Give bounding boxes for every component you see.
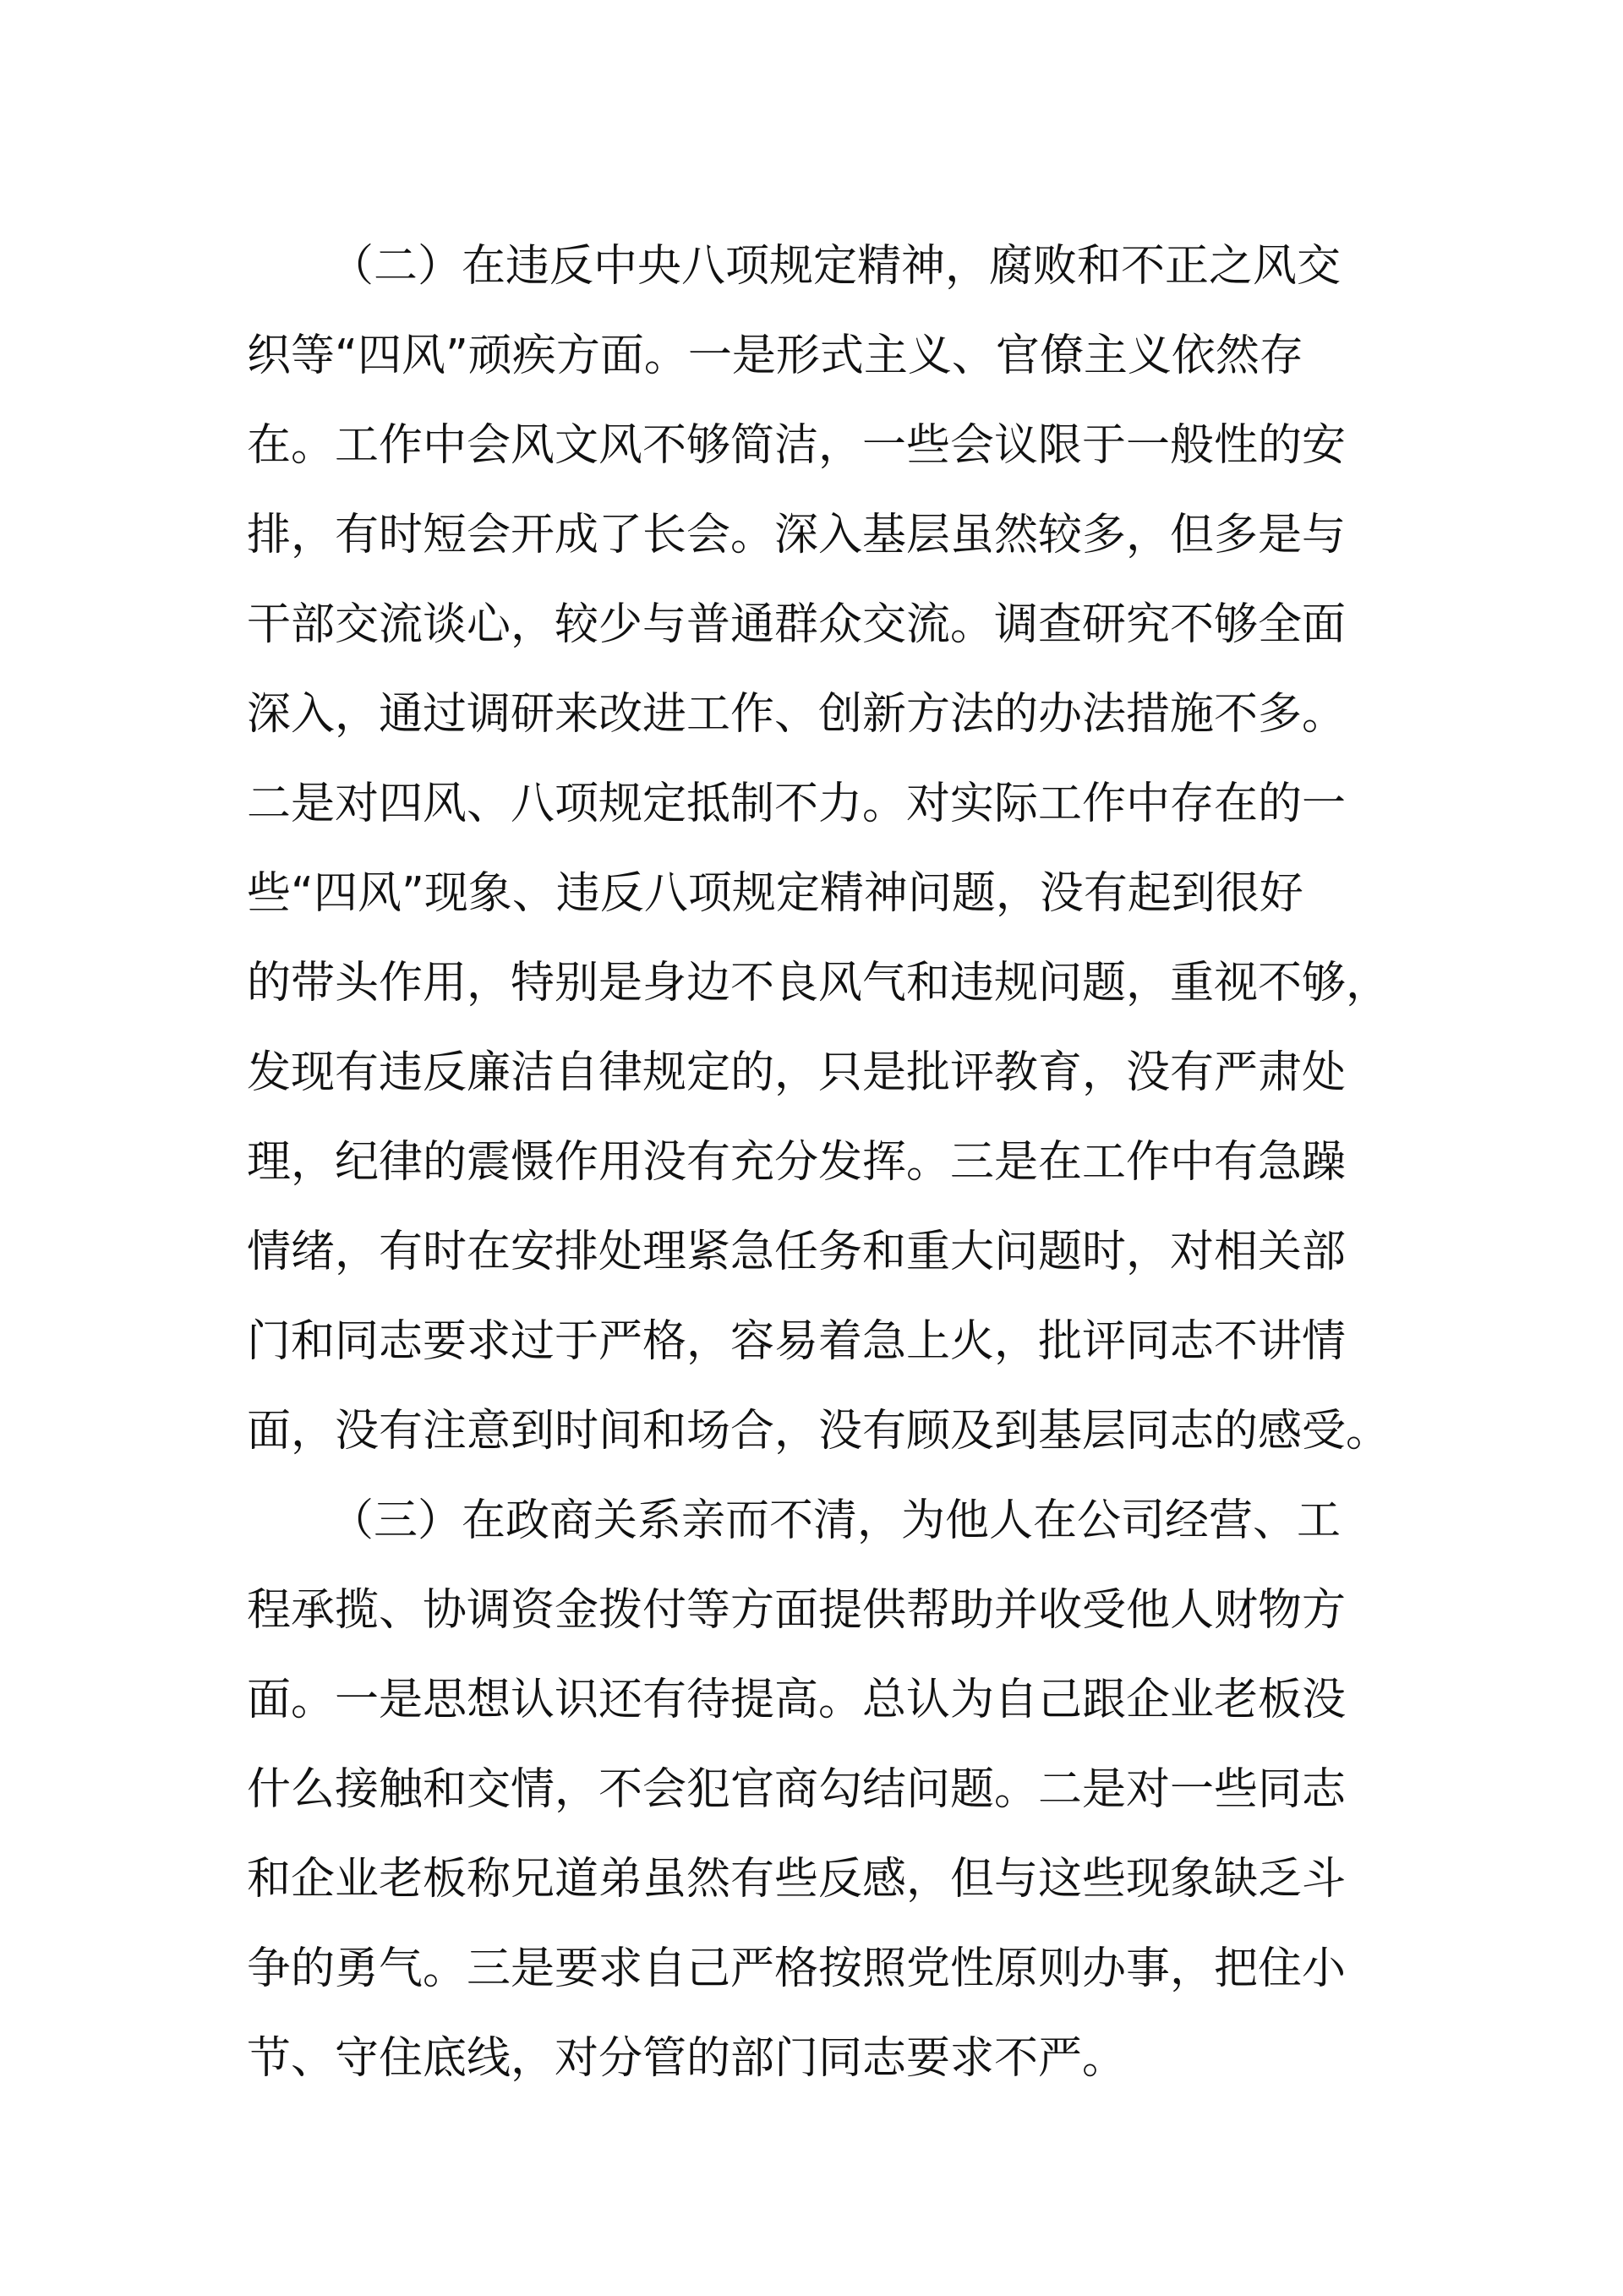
- paragraph-line: 深入，通过调研来改进工作、创新方法的办法措施不多。: [247, 689, 1347, 740]
- paragraph-line: 发现有违反廉洁自律规定的，只是批评教育，没有严肃处: [247, 1047, 1347, 1098]
- paragraph-line: 和企业老板称兄道弟虽然有些反感，但与这些现象缺乏斗: [247, 1854, 1347, 1905]
- paragraph-line: 干部交流谈心，较少与普通群众交流。调查研究不够全面: [247, 599, 1347, 650]
- paragraph-line: 什么接触和交情，不会犯官商勾结问题。二是对一些同志: [247, 1764, 1347, 1815]
- paragraph-line: 节、守住底线，对分管的部门同志要求不严。: [247, 2033, 1127, 2084]
- paragraph-line: 些“四风”现象、违反八项规定精神问题，没有起到很好: [247, 868, 1303, 919]
- paragraph-line: 程承揽、协调资金拨付等方面提供帮助并收受他人财物方: [247, 1585, 1347, 1636]
- document-body: [247, 221, 1391, 2103]
- paragraph-line: 织等“四风”顽疾方面。一是形式主义、官僚主义依然存: [247, 331, 1303, 381]
- paragraph-line: 门和同志要求过于严格，容易着急上火，批评同志不讲情: [247, 1316, 1347, 1367]
- paragraph-line: 情绪，有时在安排处理紧急任务和重大问题时，对相关部: [247, 1227, 1347, 1277]
- paragraph-line: 争的勇气。三是要求自己严格按照党性原则办事，把住小: [247, 1943, 1347, 1994]
- paragraph-line: 理，纪律的震慑作用没有充分发挥。三是在工作中有急躁: [247, 1137, 1347, 1188]
- paragraph-line: 排，有时短会开成了长会。深入基层虽然较多，但多是与: [247, 510, 1347, 560]
- paragraph-line: （二）在违反中央八项规定精神，腐败和不正之风交: [330, 241, 1342, 292]
- paragraph-line: 面。一是思想认识还有待提高。总认为自己跟企业老板没: [247, 1675, 1347, 1725]
- paragraph-2: [247, 221, 1391, 1476]
- paragraph-line: 面，没有注意到时间和场合，没有顾及到基层同志的感受。: [247, 1406, 1391, 1457]
- paragraph-line: 二是对四风、八项规定抵制不力。对实际工作中存在的一: [247, 779, 1347, 829]
- paragraph-line: （三）在政商关系亲而不清，为他人在公司经营、工: [330, 1495, 1342, 1546]
- paragraph-line: 的带头作用，特别是身边不良风气和违规问题，重视不够，: [247, 958, 1391, 1009]
- paragraph-line: 在。工作中会风文风不够简洁，一些会议限于一般性的安: [247, 420, 1347, 471]
- paragraph-3: [247, 1476, 1388, 2103]
